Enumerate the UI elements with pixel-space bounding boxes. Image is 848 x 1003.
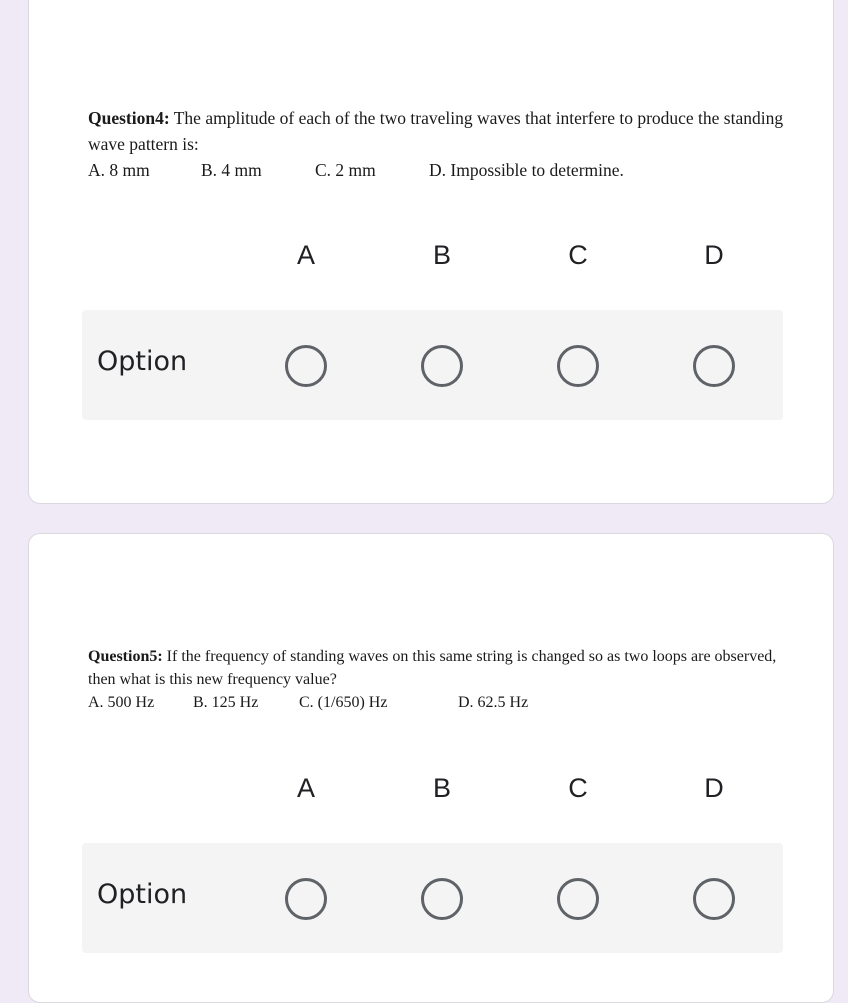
column-label-d: D [704, 773, 724, 803]
grid-header-4 [29, 240, 835, 270]
question-5-choice-d: D. 62.5 Hz [458, 694, 529, 711]
radio-4-c[interactable] [557, 345, 599, 387]
row-label-option: Option [97, 346, 188, 377]
column-label-b: B [432, 773, 451, 803]
question-5-choices [88, 691, 788, 715]
question-4-choice-a: A. 8 mm [88, 160, 150, 180]
grid-row-option-5 [82, 843, 783, 953]
question-5-body: If the frequency of standing waves on this same string is changed so as two loops are observed, then what is this new frequency value? [88, 648, 777, 688]
radio-5-c[interactable] [557, 878, 599, 920]
question-5-label: Question5: [88, 648, 163, 665]
column-label-c: C [568, 240, 588, 270]
question-4-body: The amplitude of each of the two traveling waves that interfere to produce the standing wave pattern is: [88, 108, 784, 154]
question-5-choice-a: A. 500 Hz [88, 694, 155, 711]
grid-row-option-4 [82, 310, 783, 420]
question-card-4 [28, 0, 834, 504]
column-label-d: D [704, 240, 724, 270]
question-4-choices [88, 157, 788, 181]
question-5-choice-c: C. (1/650) Hz [299, 694, 388, 711]
radio-4-a[interactable] [285, 345, 327, 387]
question-5-text [88, 645, 788, 691]
radio-4-d[interactable] [693, 345, 735, 387]
question-4-text [88, 105, 788, 157]
column-label-c: C [568, 773, 588, 803]
row-label-option: Option [97, 879, 188, 910]
radio-5-b[interactable] [421, 878, 463, 920]
column-label-b: B [432, 240, 451, 270]
question-4-choice-d: D. Impossible to determine. [429, 160, 624, 180]
column-label-a: A [296, 773, 315, 803]
radio-5-a[interactable] [285, 878, 327, 920]
radio-4-b[interactable] [421, 345, 463, 387]
radio-5-d[interactable] [693, 878, 735, 920]
column-label-a: A [296, 240, 315, 270]
question-4-choice-c: C. 2 mm [315, 160, 376, 180]
question-4-choice-b: B. 4 mm [201, 160, 262, 180]
question-card-5 [28, 533, 834, 1003]
question-5-choice-b: B. 125 Hz [193, 694, 259, 711]
question-4 [88, 105, 788, 181]
question-5 [88, 645, 788, 715]
question-4-label: Question4: [88, 108, 170, 128]
grid-header-5 [29, 773, 835, 803]
